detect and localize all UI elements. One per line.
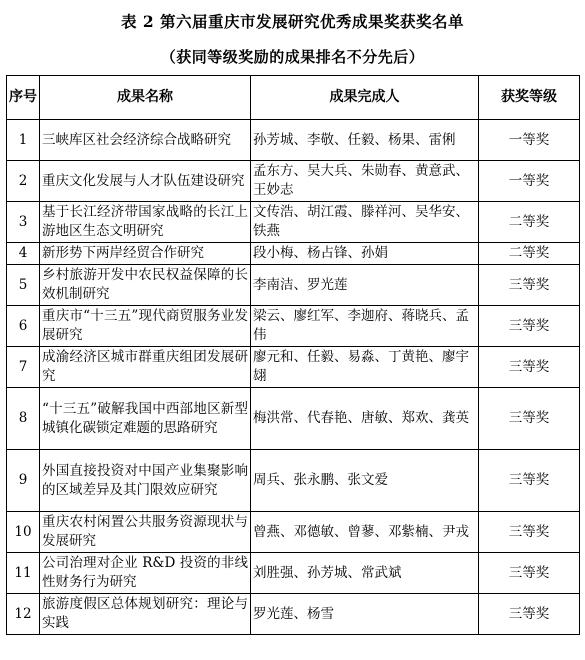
row-level: 三等奖 xyxy=(479,594,580,635)
row-name: 重庆文化发展与人才队伍建设研究 xyxy=(40,161,251,202)
row-name: “十三五”破解我国中西部地区新型城镇化碳锁定难题的思路研究 xyxy=(40,388,251,450)
row-level: 二等奖 xyxy=(479,243,580,265)
row-authors: 梅洪常、代春艳、唐敏、郑欢、龚英 xyxy=(251,388,479,450)
row-no: 6 xyxy=(7,306,40,347)
row-level: 三等奖 xyxy=(479,388,580,450)
row-authors: 孙芳城、李敬、任毅、杨果、雷俐 xyxy=(251,120,479,161)
row-name: 公司治理对企业 R&D 投资的非线性财务行为研究 xyxy=(40,553,251,594)
header-row xyxy=(7,76,580,120)
row-level: 三等奖 xyxy=(479,512,580,553)
row-no: 10 xyxy=(7,512,40,553)
row-level: 三等奖 xyxy=(479,553,580,594)
row-name: 基于长江经济带国家战略的长江上游地区生态文明研究 xyxy=(40,202,251,243)
table-row xyxy=(7,347,580,388)
header-no: 序号 xyxy=(7,76,40,120)
row-authors: 曾燕、邓德敏、曾蓼、邓紫楠、尹戎 xyxy=(251,512,479,553)
header-name: 成果名称 xyxy=(40,76,251,120)
row-name: 乡村旅游开发中农民权益保障的长效机制研究 xyxy=(40,265,251,306)
header-level: 获奖等级 xyxy=(479,76,580,120)
header-authors: 成果完成人 xyxy=(251,76,479,120)
row-name: 成渝经济区城市群重庆组团发展研究 xyxy=(40,347,251,388)
row-no: 8 xyxy=(7,388,40,450)
row-authors: 廖元和、任毅、易淼、丁黄艳、廖宇翃 xyxy=(251,347,479,388)
table-row xyxy=(7,512,580,553)
row-authors: 孟东方、吴大兵、朱勋春、黄意武、王妙志 xyxy=(251,161,479,202)
row-name: 旅游度假区总体规划研究：理论与实践 xyxy=(40,594,251,635)
row-level: 三等奖 xyxy=(479,265,580,306)
row-no: 12 xyxy=(7,594,40,635)
table-row xyxy=(7,265,580,306)
table-row xyxy=(7,202,580,243)
row-no: 9 xyxy=(7,450,40,512)
row-authors: 段小梅、杨占锋、孙娟 xyxy=(251,243,479,265)
row-name: 新形势下两岸经贸合作研究 xyxy=(40,243,251,265)
row-authors: 罗光莲、杨雪 xyxy=(251,594,479,635)
table-row xyxy=(7,161,580,202)
award-table xyxy=(6,75,580,635)
row-name: 外国直接投资对中国产业集聚影响的区域差异及其门限效应研究 xyxy=(40,450,251,512)
table-row xyxy=(7,450,580,512)
row-name: 三峡库区社会经济综合战略研究 xyxy=(40,120,251,161)
table-row xyxy=(7,553,580,594)
row-no: 11 xyxy=(7,553,40,594)
row-no: 4 xyxy=(7,243,40,265)
row-name: 重庆农村闲置公共服务资源现状与发展研究 xyxy=(40,512,251,553)
row-level: 一等奖 xyxy=(479,161,580,202)
row-no: 7 xyxy=(7,347,40,388)
row-authors: 李南洁、罗光莲 xyxy=(251,265,479,306)
row-level: 三等奖 xyxy=(479,450,580,512)
row-level: 二等奖 xyxy=(479,202,580,243)
row-authors: 文传浩、胡江霞、滕祥河、吴华安、铁燕 xyxy=(251,202,479,243)
row-level: 三等奖 xyxy=(479,306,580,347)
table-subtitle: （获同等级奖励的成果排名不分先后） xyxy=(160,48,425,66)
row-no: 5 xyxy=(7,265,40,306)
row-name: 重庆市“十三五”现代商贸服务业发展研究 xyxy=(40,306,251,347)
row-authors: 周兵、张永鹏、张文爱 xyxy=(251,450,479,512)
row-no: 2 xyxy=(7,161,40,202)
table-row xyxy=(7,243,580,265)
table-row xyxy=(7,594,580,635)
row-level: 三等奖 xyxy=(479,347,580,388)
row-authors: 梁云、廖红军、李迦府、蒋晓兵、孟伟 xyxy=(251,306,479,347)
table-row xyxy=(7,120,580,161)
row-authors: 刘胜强、孙芳城、常武斌 xyxy=(251,553,479,594)
table-row xyxy=(7,388,580,450)
table-row xyxy=(7,306,580,347)
row-level: 一等奖 xyxy=(479,120,580,161)
row-no: 3 xyxy=(7,202,40,243)
table-title: 表 2 第六届重庆市发展研究优秀成果奖获奖名单 xyxy=(120,12,465,31)
row-no: 1 xyxy=(7,120,40,161)
